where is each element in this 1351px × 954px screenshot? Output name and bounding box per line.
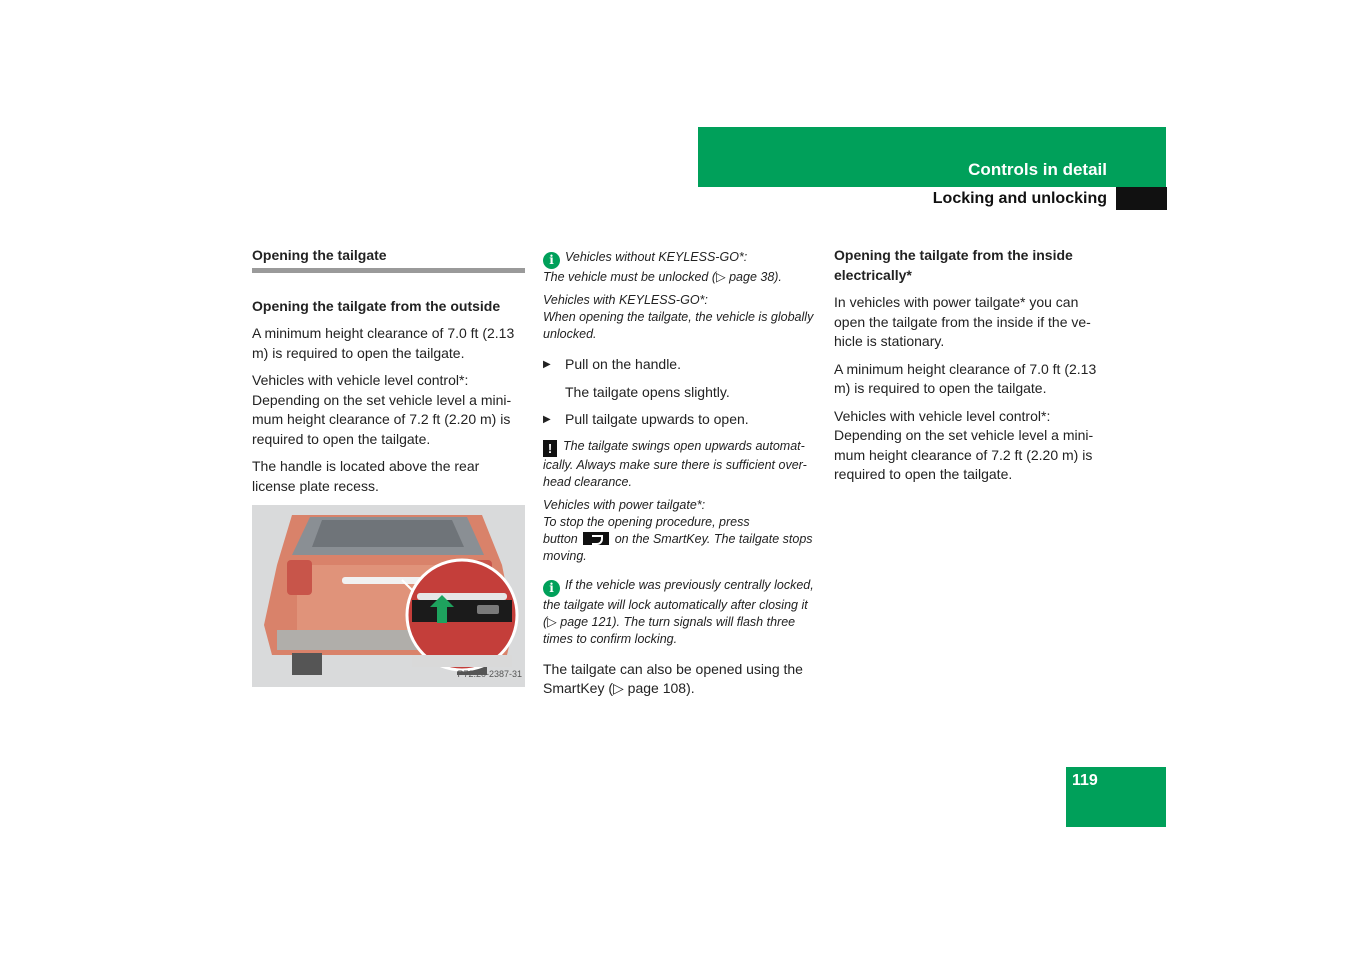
note-line: button <box>543 531 578 546</box>
section-rule <box>252 268 525 273</box>
triangle-bullet-icon: ▶ <box>543 414 551 425</box>
step-pull-upwards <box>543 410 819 430</box>
info-icon: i <box>543 580 560 597</box>
warning-icon: ! <box>543 440 557 457</box>
section-title: Opening the tailgate <box>252 247 387 263</box>
step-text: Pull tailgate upwards to open. <box>565 411 749 427</box>
note-line: Vehicles with power tailgate*: <box>543 497 706 512</box>
info-icon: i <box>543 252 560 269</box>
note-line: Vehicles with KEYLESS-GO*: <box>543 293 708 307</box>
paragraph-clearance: A minimum height clearance of 7.0 ft (2.13 m) is required to open the tailgate. <box>834 360 1097 396</box>
header-tab-marker <box>1116 187 1167 210</box>
note-line: Vehicles without KEYLESS-GO*: <box>565 250 748 264</box>
paragraph-smartkey: The tailgate can also be opened using the SmartKey (▷ page 108). <box>543 660 803 696</box>
note-text: If the vehicle was previously centrally locked, the tailgate will lock automatically after closing it (▷ page 121). The turn signals will flash three times to confirm locking. <box>543 577 814 646</box>
subhead-outside: Opening the tailgate from the outside <box>252 297 501 314</box>
tailgate-illustration <box>252 505 525 687</box>
subhead-inside: Opening the tailgate from the inside electrically* <box>834 247 1073 283</box>
column-left <box>252 246 525 687</box>
step-text: Pull on the handle. <box>565 356 681 372</box>
note-keyless-go <box>543 249 819 343</box>
note-line: on the SmartKey. The tailgate stops moving. <box>543 531 813 563</box>
note-auto-lock <box>543 577 819 648</box>
step-pull-handle <box>543 355 819 375</box>
column-right <box>834 246 1109 493</box>
paragraph-handle-location: The handle is located above the rear license plate recess. <box>252 458 480 494</box>
car-rear-illustration <box>252 505 525 687</box>
note-line: The vehicle must be unlocked (▷ page 38). <box>543 270 782 284</box>
warning-text: The tailgate swings open upwards automat-ically. Always make sure there is sufficient over-head clearance. <box>543 438 807 489</box>
paragraph-level-control: Vehicles with vehicle level control*: Depending on the set vehicle level a mini-mum height clearance of 7.2 ft (2.20 m) is required to open the tailgate. <box>252 372 512 447</box>
page-number: 119 <box>1072 772 1098 789</box>
step-result: The tailgate opens slightly. <box>565 383 730 400</box>
paragraph-power-tailgate: In vehicles with power tailgate* you can open the tailgate from the inside if the ve-hicle is stationary. <box>834 294 1091 349</box>
note-line: When opening the tailgate, the vehicle is globally unlocked. <box>543 310 814 341</box>
column-middle <box>543 249 819 707</box>
triangle-bullet-icon: ▶ <box>543 359 551 370</box>
figure-code: P72.20-2387-31 <box>457 668 522 679</box>
note-power-tailgate <box>543 497 819 565</box>
tailgate-button-icon <box>583 532 609 545</box>
section-subtitle: Locking and unlocking <box>932 190 1107 207</box>
paragraph-clearance: A minimum height clearance of 7.0 ft (2.13 m) is required to open the tailgate. <box>252 325 515 361</box>
note-line: To stop the opening procedure, press <box>543 514 750 529</box>
chapter-title: Controls in detail <box>968 160 1107 179</box>
paragraph-level-control: Vehicles with vehicle level control*: Depending on the set vehicle level a mini-mum height clearance of 7.2 ft (2.20 m) is required to open the tailgate. <box>834 407 1094 482</box>
warning-note <box>543 438 819 491</box>
